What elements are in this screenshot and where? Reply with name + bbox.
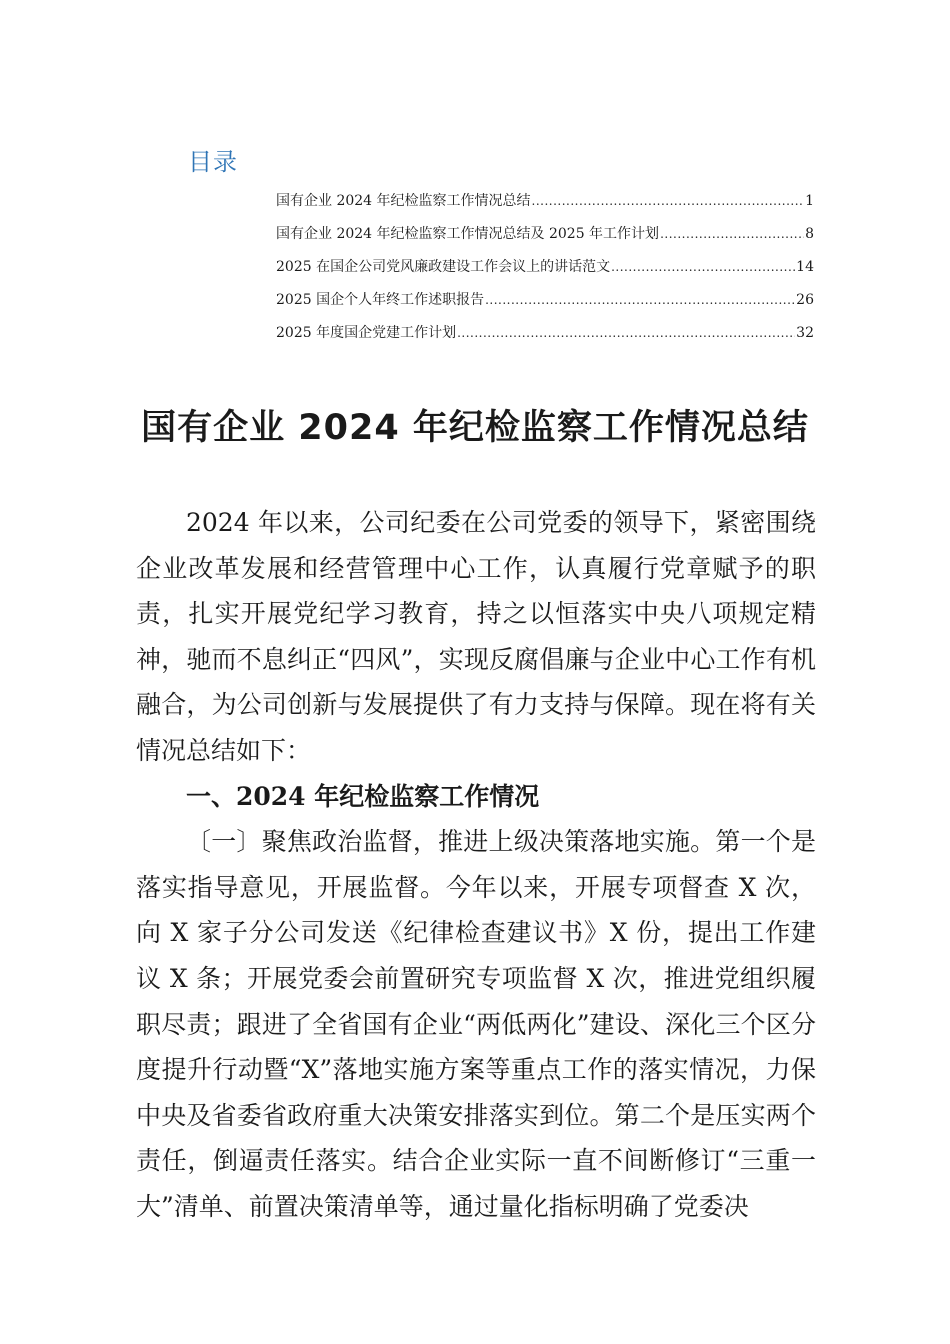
table-of-contents — [276, 190, 814, 355]
toc-entry[interactable] — [276, 322, 814, 355]
toc-heading: 目录 — [188, 148, 238, 176]
toc-entry-title: 国有企业 2024 年纪检监察工作情况总结及 2025 年工作计划 — [276, 226, 660, 242]
toc-entry-title: 国有企业 2024 年纪检监察工作情况总结 — [276, 193, 531, 209]
toc-entry-page: 32 — [796, 325, 814, 341]
toc-leader-dots — [660, 227, 804, 241]
paragraph-political-supervision: 〔一〕聚焦政治监督，推进上级决策落地实施。第一个是落实指导意见，开展监督。今年以来，开展专项督查 X 次，向 X 家子分公司发送《纪律检查建议书》X 份，提出工作建议 X 条；开展党委会前置研究专项监督 X 次，推进党组织履职尽责；跟进了全省国有企业“两低两化”建设、深化三个区分度提升行动暨“X”落地实施方案等重点工作的落实情况，力保中央及省委省政府重大决策安排落实到位。第二个是压实两个责任，倒逼责任落实。结合企业实际一直不间断修订“三重一大”清单、前置决策清单等，通过量化指标明确了党委决 — [136, 827, 816, 1221]
toc-entry-page: 1 — [805, 193, 814, 209]
toc-leader-dots — [485, 293, 795, 307]
toc-entry[interactable] — [276, 256, 814, 289]
toc-entry-title: 2025 年度国企党建工作计划 — [276, 325, 457, 341]
toc-leader-dots — [611, 260, 795, 274]
toc-leader-dots — [532, 194, 805, 208]
toc-entry-title: 2025 在国企公司党风廉政建设工作会议上的讲话范文 — [276, 259, 611, 275]
toc-entry[interactable] — [276, 190, 814, 223]
paragraph-intro: 2024 年以来，公司纪委在公司党委的领导下，紧密围绕企业改革发展和经营管理中心工作，认真履行党章赋予的职责，扎实开展党纪学习教育，持之以恒落实中央八项规定精神，驰而不息纠正“四风”，实现反腐倡廉与企业中心工作有机融合，为公司创新与发展提供了有力支持与保障。现在将有关情况总结如下： — [136, 508, 816, 765]
toc-entry-page: 8 — [805, 226, 814, 242]
toc-entry[interactable] — [276, 223, 814, 256]
toc-entry-page: 26 — [796, 292, 814, 308]
document-title: 国有企业 2024 年纪检监察工作情况总结 — [141, 408, 809, 448]
toc-entry-title: 2025 国企个人年终工作述职报告 — [276, 292, 485, 308]
section-heading: 一、2024 年纪检监察工作情况 — [186, 781, 540, 811]
document-body — [136, 500, 816, 1230]
toc-entry-page: 14 — [796, 259, 814, 275]
toc-entry[interactable] — [276, 289, 814, 322]
toc-leader-dots — [457, 326, 795, 340]
